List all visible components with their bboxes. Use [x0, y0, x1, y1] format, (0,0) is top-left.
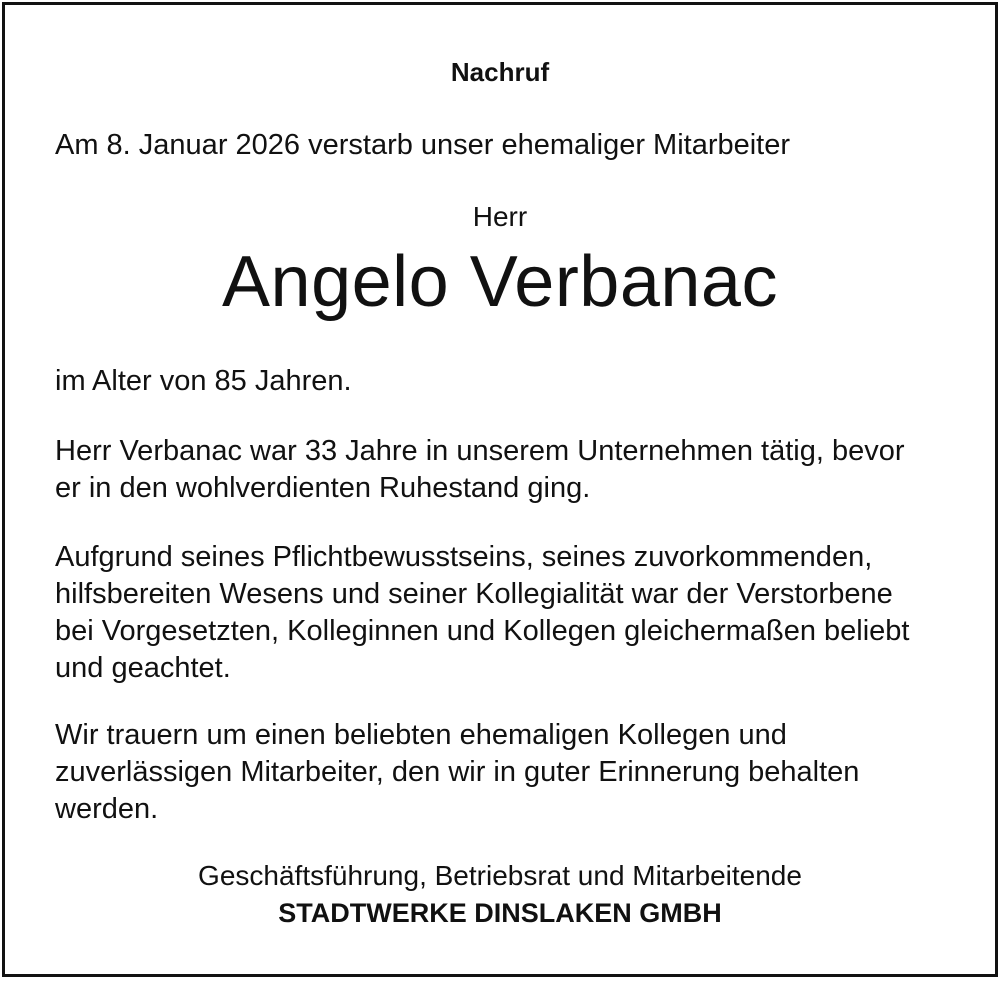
character-paragraph: [55, 539, 955, 687]
age-line: im Alter von 85 Jahren.: [55, 365, 352, 397]
obituary-notice: [2, 2, 998, 977]
character-line: hilfsbereiten Wesens und seiner Kollegialität war der Verstorbene: [55, 578, 893, 610]
notice-title: Nachruf: [450, 57, 550, 87]
mourning-paragraph: [55, 717, 955, 828]
service-line: Herr Verbanac war 33 Jahre in unserem Unternehmen tätig, bevor: [55, 435, 905, 467]
company-name: STADTWERKE DINSLAKEN GMBH: [278, 898, 722, 928]
mourning-line: werden.: [55, 793, 159, 825]
mourning-line: zuverlässigen Mitarbeiter, den wir in guter Erinnerung behalten: [55, 756, 860, 788]
character-line: Aufgrund seines Pflichtbewusstseins, seines zuvorkommenden,: [55, 541, 873, 573]
signature-line: Geschäftsführung, Betriebsrat und Mitarbeitende: [198, 860, 802, 891]
character-line: bei Vorgesetzten, Kolleginnen und Kollegen gleichermaßen beliebt: [55, 615, 910, 647]
service-paragraph: [55, 433, 955, 507]
character-line: und geachtet.: [55, 652, 231, 684]
mourning-line: Wir trauern um einen beliebten ehemaligen Kollegen und: [55, 719, 787, 751]
deceased-name: Angelo Verbanac: [222, 242, 778, 322]
age-paragraph: [55, 363, 955, 400]
intro-text: Am 8. Januar 2026 verstarb unser ehemaliger Mitarbeiter: [55, 129, 791, 161]
service-line: er in den wohlverdienten Ruhestand ging.: [55, 472, 591, 504]
salutation: Herr: [472, 201, 528, 232]
